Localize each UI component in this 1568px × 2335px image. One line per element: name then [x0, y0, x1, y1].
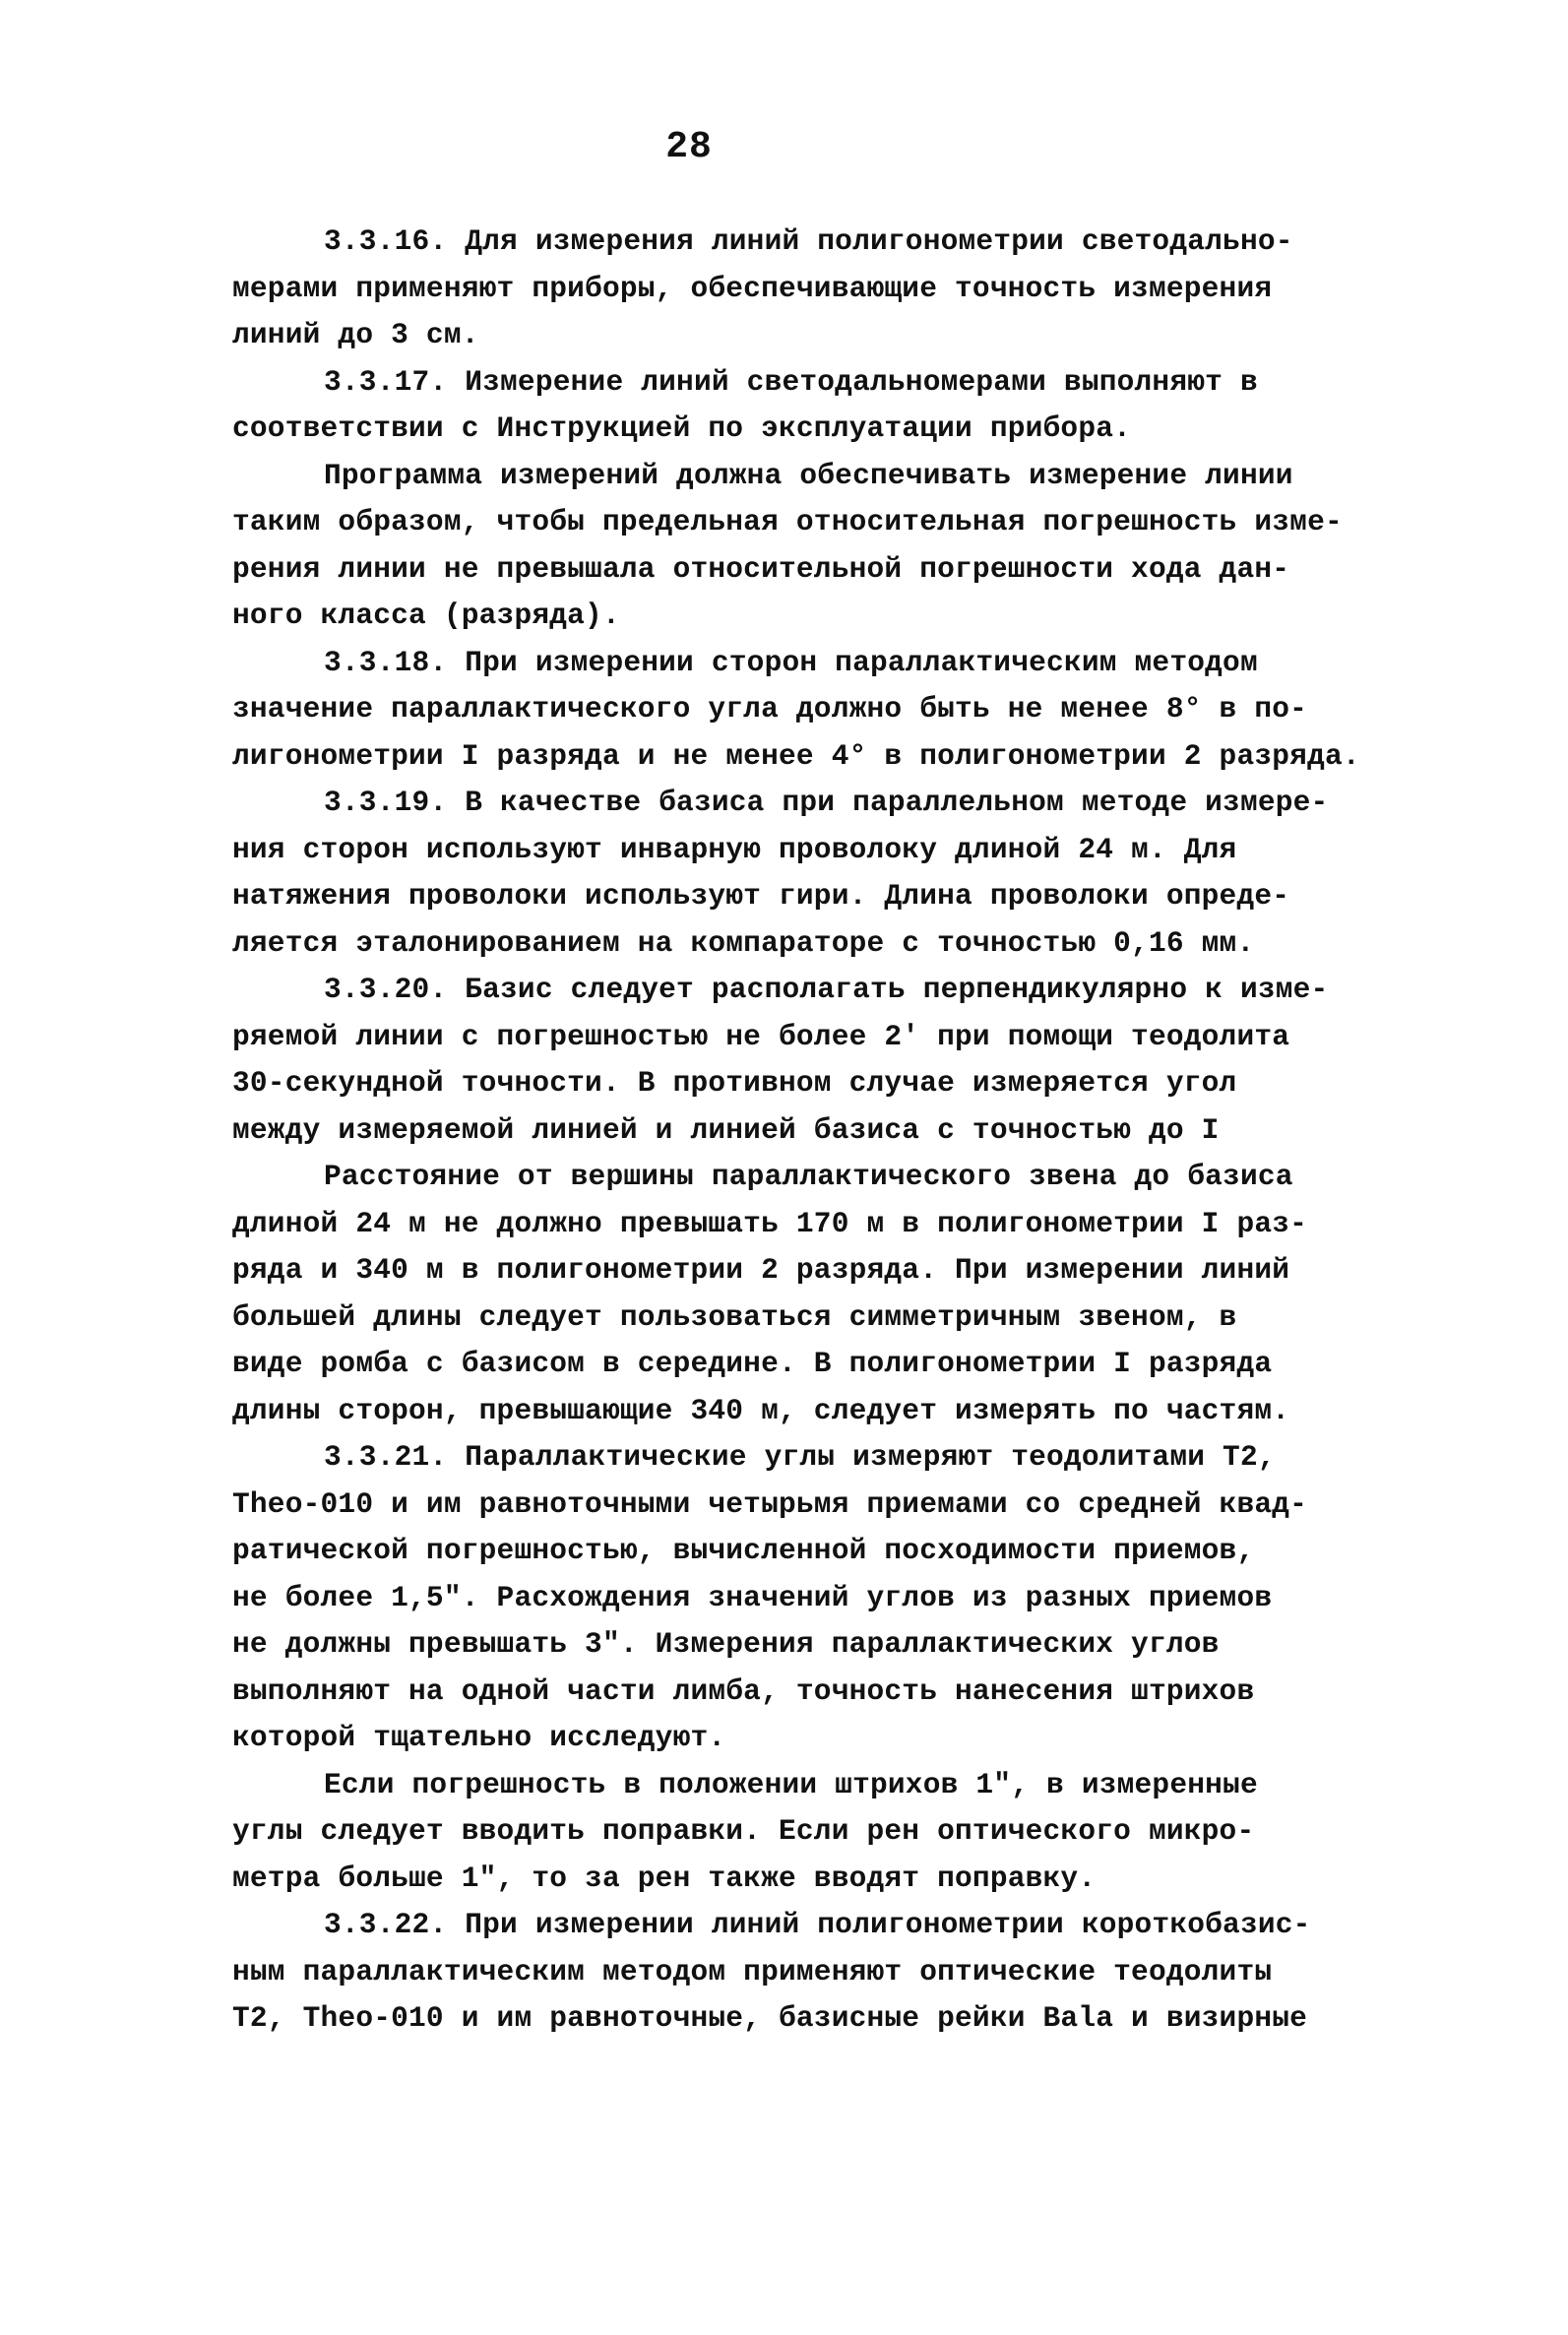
text-line: метра больше 1", то за рен также вводят поправку.	[232, 1861, 1097, 1895]
text-line: 3.3.19. В качестве базиса при параллельном методе измере-	[324, 786, 1329, 819]
body-text	[232, 219, 1433, 2043]
text-line: ния сторон используют инварную проволоку длиной 24 м. Для	[232, 832, 1237, 866]
text-line: 30-секундной точности. В противном случае измеряется угол	[232, 1066, 1237, 1100]
text-line: линий до 3 см.	[232, 318, 479, 351]
text-line: 3.3.22. При измерении линий полигонометрии короткобазис-	[324, 1908, 1311, 1941]
text-line: Программа измерений должна обеспечивать измерение линии	[324, 458, 1293, 492]
text-line: не должны превышать 3". Измерения параллактических углов	[232, 1627, 1220, 1661]
text-line: ляется эталонированием на компараторе с точностью 0,16 мм.	[232, 925, 1255, 960]
text-line: между измеряемой линией и линией базиса с точностью до I	[232, 1112, 1220, 1147]
text-line: Если погрешность в положении штрихов 1", в измеренные	[324, 1767, 1258, 1801]
text-line: ряда и 340 м в полигонометрии 2 разряда. При измерении линий	[232, 1253, 1290, 1287]
text-line: ряемой линии с погрешностью не более 2′ при помощи теодолита	[232, 1019, 1290, 1053]
text-line: которой тщательно исследуют.	[232, 1721, 726, 1754]
text-line: Т2, Theo-010 и им равноточные, базисные рейки Bala и визирные	[232, 2001, 1308, 2035]
text-line: соответствии с Инструкцией по эксплуатации прибора.	[232, 411, 1132, 445]
text-line: Theo-010 и им равноточными четырьмя приемами со средней квад-	[232, 1486, 1308, 1521]
text-line: углы следует вводить поправки. Если рен оптического микро-	[232, 1814, 1255, 1848]
text-line: мерами применяют приборы, обеспечивающие точность измерения	[232, 271, 1273, 305]
text-line: натяжения проволоки используют гири. Длина проволоки опреде-	[232, 879, 1290, 913]
text-line: длиной 24 м не должно превышать 170 м в полигонометрии I раз-	[232, 1206, 1308, 1240]
text-line: 3.3.21. Параллактические углы измеряют теодолитами Т2,	[324, 1440, 1276, 1474]
text-line: ным параллактическим методом применяют оптические теодолиты	[232, 1954, 1273, 1988]
text-line: лигонометрии I разряда и не менее 4° в полигонометрии 2 разряда.	[232, 738, 1360, 773]
text-line: значение параллактического угла должно быть не менее 8° в по-	[232, 692, 1308, 726]
text-line: длины сторон, превышающие 340 м, следует измерять по частям.	[232, 1393, 1290, 1427]
text-line: ного класса (разряда).	[232, 599, 620, 632]
text-line: 3.3.16. Для измерения линий полигонометрии светодально-	[324, 224, 1293, 258]
text-line: виде ромба с базисом в середине. В полигонометрии I разряда	[232, 1347, 1273, 1380]
text-line: рения линии не превышала относительной погрешности хода дан-	[232, 551, 1290, 586]
text-line: 3.3.20. Базис следует располагать перпендикулярно к изме-	[324, 973, 1329, 1006]
text-line: 3.3.17. Измерение линий светодальномерами выполняют в	[324, 364, 1258, 399]
text-line: большей длины следует пользоваться симметричным звеном, в	[232, 1299, 1237, 1334]
text-line: выполняют на одной части лимба, точность нанесения штрихов	[232, 1673, 1255, 1708]
page-number: 28	[665, 126, 713, 168]
text-line: не более 1,5". Расхождения значений углов из разных приемов	[232, 1580, 1273, 1614]
text-line: ратической погрешностью, вычисленной посходимости приемов,	[232, 1534, 1255, 1567]
text-line: таким образом, чтобы предельная относительная погрешность изме-	[232, 505, 1343, 538]
text-line: 3.3.18. При измерении сторон параллактическим методом	[324, 645, 1258, 679]
text-line: Расстояние от вершины параллактического звена до базиса	[324, 1160, 1293, 1193]
